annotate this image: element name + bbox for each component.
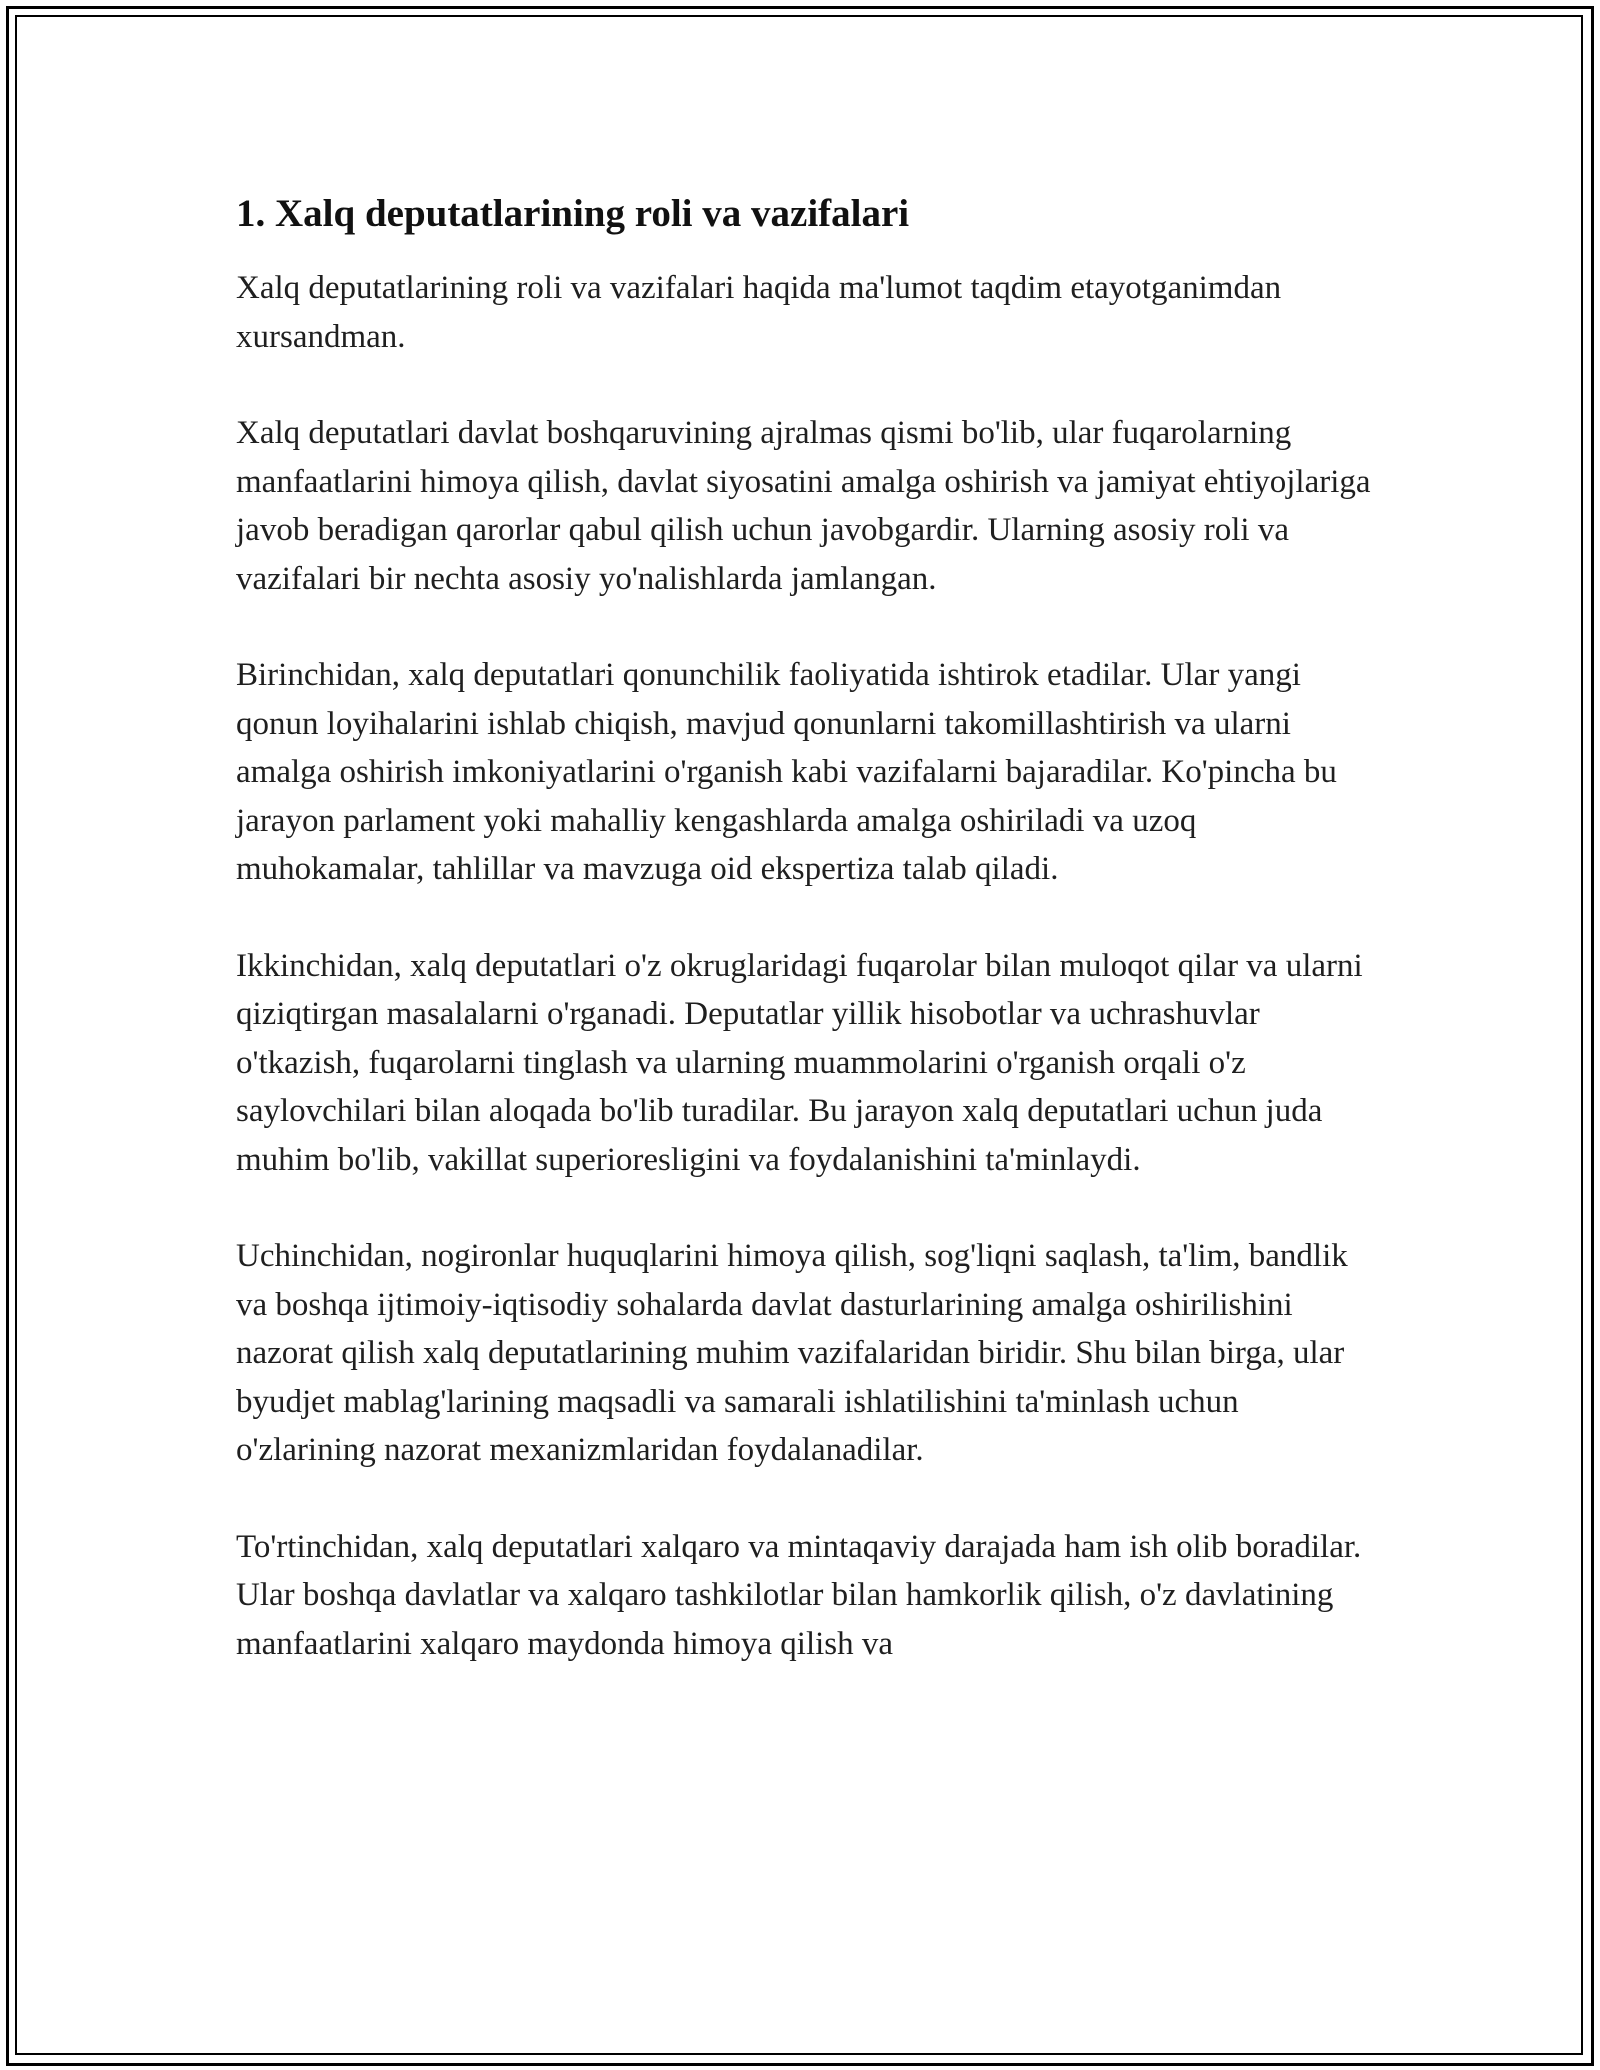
paragraph-third: Uchinchidan, nogironlar huquqlarini himoya qilish, sog'liqni saqlash, ta'lim, bandlik va boshqa ijtimoiy-iqtisodiy sohalarda davlat dasturlarining amalga oshirilishini nazorat qilish xalq deputatlarining muhim vazifalaridan biridir. Shu bilan birga, ular byudjet mablag'larining maqsadli va samarali ishlatilishini ta'minlash uchun o'zlarining nazorat mexanizmlaridan foydalanadilar. [236, 1238, 1348, 1468]
paragraph-fourth: To'rtinchidan, xalq deputatlari xalqaro va mintaqaviy darajada ham ish olib boradilar. Ular boshqa davlatlar va xalqaro tashkilotlar bilan hamkorlik qilish, o'z davlatining manfaatlarini xalqaro maydonda himoya qilish va [236, 1528, 1362, 1662]
section-heading: 1. Xalq deputatlarining roli va vazifalari [236, 192, 910, 235]
paragraph-second: Ikkinchidan, xalq deputatlari o'z okruglaridagi fuqarolar bilan muloqot qilar va ularni qiziqtirgan masalalarni o'rganadi. Deputatlar yillik hisobotlar va uchrashuvlar o'tkazish, fuqarolarni tinglash va ularning muammolarini o'rganish orqali o'z saylovchilari bilan aloqada bo'lib turadilar. Bu jarayon xalq deputatlari uchun juda muhim bo'lib, vakillat superioresligini va foydalanishini ta'minlaydi. [236, 947, 1363, 1178]
paragraph-overview: Xalq deputatlari davlat boshqaruvining ajralmas qismi bo'lib, ular fuqarolarning manfaatlarini himoya qilish, davlat siyosatini amalga oshirish va jamiyat ehtiyojlariga javob beradigan qarorlar qabul qilish uchun javobgardir. Ularning asosiy roli va vazifalari bir nechta asosiy yo'nalishlarda jamlangan. [236, 415, 1371, 597]
paragraph-first: Birinchidan, xalq deputatlari qonunchilik faoliyatida ishtirok etadilar. Ular yangi qonun loyihalarini ishlab chiqish, mavjud qonunlarni takomillashtirish va ularni amalga oshirish imkoniyatlarini o'rganish kabi vazifalarni bajaradilar. Ko'pincha bu jarayon parlament yoki mahalliy kengashlarda amalga oshiriladi va uzoq muhokamalar, tahlillar va mavzuga oid ekspertiza talab qiladi. [236, 657, 1337, 887]
paragraph-intro: Xalq deputatlarining roli va vazifalari haqida ma'lumot taqdim etayotganimdan xursandman. [236, 270, 1282, 355]
document-body [236, 186, 1376, 1668]
